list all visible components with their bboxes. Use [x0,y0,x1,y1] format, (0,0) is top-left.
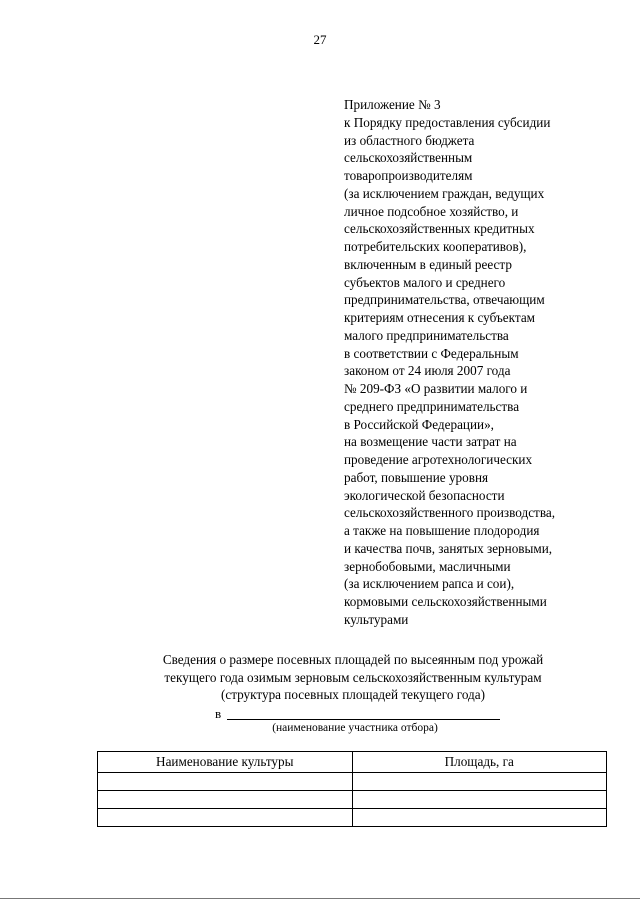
appendix-line: сельскохозяйственного производства, [344,505,556,521]
appendix-line: а также на повышение плодородия [344,523,540,538]
header-area: Площадь, га [352,752,606,773]
appendix-line: кормовыми сельскохозяйственными [344,594,547,609]
appendix-line: экологической безопасности [344,487,505,503]
appendix-note [344,96,634,629]
appendix-line: критериям отнесения к субъектам [344,310,536,325]
appendix-line: законом от 24 июля 2007 года [344,363,511,379]
appendix-line: (за исключением граждан, ведущих [344,185,545,201]
title-line: (структура посевных площадей текущего года) [220,687,486,702]
participant-fill-line[interactable] [227,719,500,720]
appendix-line: в Российской Федерации», [344,416,494,432]
participant-caption: (наименование участника отбора) [272,722,438,734]
title-line: Сведения о размере посевных площадей по высеянным под урожай [162,652,544,667]
participant-prefix: в [215,706,222,721]
page-number: 27 [313,32,327,47]
appendix-line: и качества почв, занятых зерновыми, [344,540,553,556]
appendix-line: Приложение № 3 [344,97,441,112]
appendix-line: потребительских кооперативов), [344,239,527,254]
appendix-line: в соответствии с Федеральным [344,345,519,361]
appendix-line: личное подсобное хозяйство, и [344,203,519,219]
cell-area[interactable] [352,773,606,791]
participant-field[interactable] [210,706,500,722]
table-row [98,809,607,827]
appendix-line: предпринимательства, отвечающим [344,292,545,308]
appendix-line: к Порядку предоставления субсидии [344,114,551,130]
appendix-line: товаропроизводителям [344,168,473,183]
table-row [98,773,607,791]
appendix-line: проведение агротехнологических [344,452,533,467]
appendix-line: на возмещение части затрат на [344,434,517,450]
crop-area-table [97,751,607,827]
appendix-line: сельскохозяйственных кредитных [344,221,535,237]
cell-area[interactable] [352,791,606,809]
cell-area[interactable] [352,809,606,827]
cell-crop-name[interactable] [98,809,353,827]
title-line: текущего года озимым зерновым сельскохозяйственным культурам [164,669,542,685]
bottom-rule [0,898,640,899]
appendix-line: включенным в единый реестр [344,256,512,272]
appendix-line: работ, повышение уровня [344,469,489,485]
cell-crop-name[interactable] [98,791,353,809]
appendix-line: сельскохозяйственным [344,150,473,166]
cell-crop-name[interactable] [98,773,353,791]
appendix-line: зернобобовыми, масличными [344,558,511,574]
appendix-line: малого предпринимательства [344,327,509,343]
table-header-row [98,752,607,773]
appendix-line: из областного бюджета [344,132,475,148]
appendix-line: культурами [344,611,409,627]
table-row [98,791,607,809]
appendix-line: № 209-ФЗ «О развитии малого и [344,381,528,396]
form-title [96,651,610,704]
appendix-line: (за исключением рапса и сои), [344,576,515,592]
appendix-line: среднего предпринимательства [344,398,520,414]
appendix-line: субъектов малого и среднего [344,274,506,290]
header-crop-name: Наименование культуры [98,752,353,773]
